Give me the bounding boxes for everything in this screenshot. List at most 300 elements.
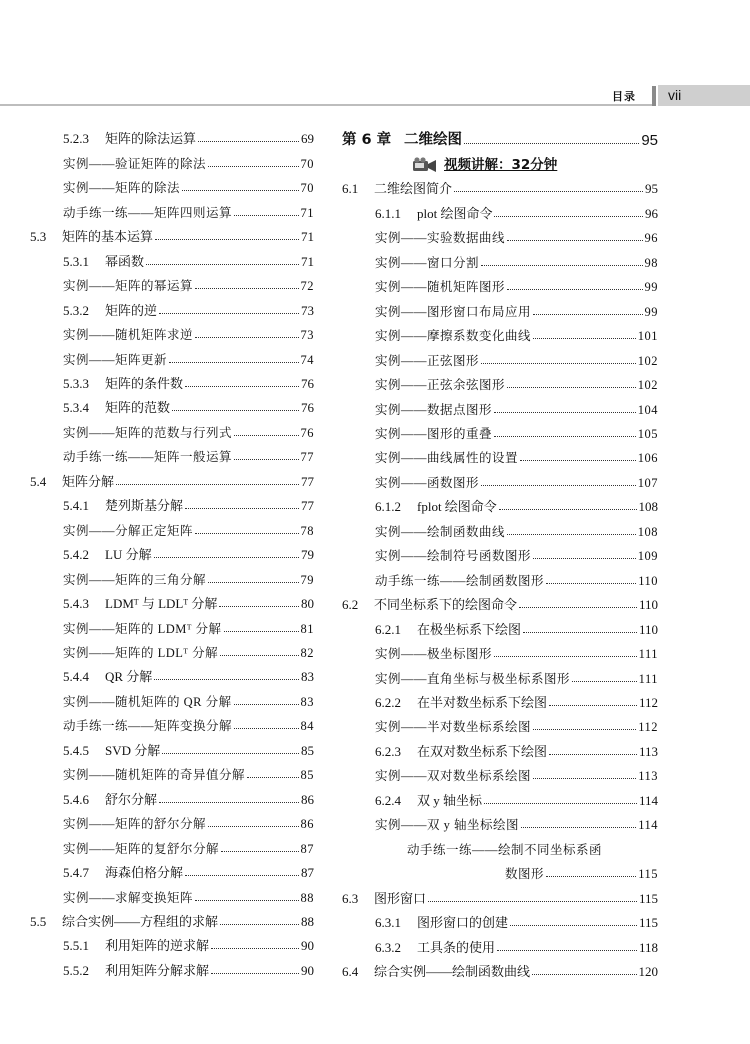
toc-entry-title: QR 分解 (105, 669, 153, 685)
toc-entry-page: 73 (300, 328, 314, 343)
toc-entry[interactable] (342, 809, 658, 833)
toc-entry[interactable] (342, 858, 658, 882)
toc-entry[interactable] (342, 123, 658, 149)
dot-leader (198, 141, 299, 142)
toc-entry-title: 动手练一练——矩阵四则运算 (63, 205, 233, 220)
toc-entry-number: 6.3 (342, 890, 359, 906)
toc-entry[interactable] (342, 149, 658, 173)
toc-entry-page: 114 (638, 792, 658, 808)
toc-entry-title: 海森伯格分解 (105, 865, 184, 881)
toc-entry[interactable] (30, 123, 314, 147)
toc-entry-page: 88 (300, 890, 314, 905)
dot-leader (484, 803, 637, 804)
toc-entry-page: 84 (300, 719, 314, 734)
dot-leader (454, 191, 643, 192)
dot-leader (224, 631, 299, 632)
toc-entry-page: 90 (301, 962, 314, 978)
toc-entry-title: 矩阵的条件数 (105, 375, 184, 391)
toc-entry-page: 104 (637, 402, 658, 417)
toc-entry-number: 5.4.6 (63, 791, 89, 807)
toc-entry[interactable] (342, 271, 658, 295)
toc-entry-title: 实例——绘制函数曲线 (375, 524, 506, 539)
toc-entry-title: 实例——随机矩阵的奇异值分解 (63, 768, 246, 783)
toc-entry-title: 楚列斯基分解 (105, 498, 184, 514)
toc-entry-page: 101 (637, 329, 658, 344)
toc-entry[interactable] (30, 759, 314, 783)
header-label: 目录 (612, 91, 636, 103)
toc-entry-title: 矩阵的基本运算 (62, 229, 154, 245)
dot-leader (549, 705, 637, 706)
toc-entry-title: 实例——直角坐标与极坐标系图形 (375, 671, 571, 686)
toc-entry-number: 5.4.3 (63, 596, 89, 612)
toc-entry[interactable] (30, 514, 314, 538)
toc-entry-page: 74 (300, 352, 314, 367)
toc-entry[interactable] (30, 147, 314, 171)
toc-entry-page: 115 (638, 915, 658, 931)
toc-entry-page: 76 (301, 400, 314, 416)
dot-leader (234, 728, 298, 729)
dot-leader (155, 239, 299, 240)
toc-entry-title: 实例——矩阵的除法 (63, 181, 181, 196)
toc-entry-page: 83 (300, 694, 314, 709)
dot-leader (497, 950, 637, 951)
toc-entry-title: 数图形 (505, 867, 545, 882)
toc-entry[interactable] (342, 784, 658, 808)
toc-entry-title: 实例——验证矩阵的除法 (63, 156, 207, 171)
toc-entry-number: 6.2.2 (375, 694, 401, 710)
dot-leader (219, 606, 299, 607)
toc-entry-page: 95 (645, 181, 658, 197)
toc-entry-number: 5.5.2 (63, 962, 89, 978)
toc-entry-page: 79 (301, 547, 314, 563)
toc-entry-page: 77 (301, 473, 314, 489)
toc-entry[interactable] (30, 637, 314, 661)
toc-entry[interactable] (30, 906, 314, 930)
toc-entry-title: plot 绘图命令 (417, 205, 493, 221)
toc-entry[interactable] (30, 857, 314, 881)
toc-entry-number: 5.4.2 (63, 547, 89, 563)
toc-entry-number: 6.3.1 (375, 915, 401, 931)
toc-entry-number: 6.1.2 (375, 499, 401, 515)
toc-entry-page: 102 (637, 353, 658, 368)
toc-entry[interactable] (30, 441, 314, 465)
toc-entry[interactable] (30, 588, 314, 612)
video-camera-icon (412, 157, 438, 173)
toc-entry-number: 5.3.4 (63, 400, 89, 416)
toc-entry-page: 87 (300, 841, 314, 856)
toc-entry-title: 动手练一练——绘制函数图形 (375, 573, 545, 588)
dot-leader (195, 533, 298, 534)
toc-entry[interactable] (30, 808, 314, 832)
toc-entry-page: 114 (638, 818, 658, 833)
toc-entry-page: 99 (644, 280, 658, 295)
toc-entry-page: 108 (638, 499, 658, 515)
toc-entry[interactable] (342, 222, 658, 246)
toc-entry-page: 110 (638, 573, 658, 588)
toc-entry[interactable] (30, 954, 314, 978)
dot-leader (549, 754, 637, 755)
toc-entry-page: 73 (301, 302, 314, 318)
toc-entry-title: 实例——求解变换矩阵 (63, 890, 194, 905)
toc-entry-title: fplot 绘图命令 (417, 499, 497, 515)
toc-entry[interactable] (30, 343, 314, 367)
toc-entry[interactable] (342, 393, 658, 417)
toc-entry-page: 99 (644, 304, 658, 319)
toc-entry[interactable] (342, 564, 658, 588)
toc-entry-page: 95 (641, 132, 658, 149)
toc-entry-title: 实例——函数图形 (375, 475, 480, 490)
toc-entry[interactable] (30, 734, 314, 758)
dot-leader (481, 363, 636, 364)
dot-leader (247, 777, 298, 778)
dot-leader (494, 656, 637, 657)
toc-entry-number: 5.3.1 (63, 253, 89, 269)
toc-right-column (342, 123, 658, 980)
toc-entry-title: 幂函数 (105, 253, 145, 269)
dot-leader (428, 901, 637, 902)
toc-entry-page: 77 (300, 450, 314, 465)
dot-leader (532, 974, 636, 975)
toc-entry[interactable] (30, 539, 314, 563)
toc-entry-number: 5.3 (30, 229, 47, 245)
dot-leader (146, 264, 299, 265)
toc-entry-page: 88 (301, 913, 314, 929)
toc-entry-number: 5.3.3 (63, 375, 89, 391)
toc-entry[interactable] (342, 735, 658, 759)
dot-leader (521, 827, 636, 828)
toc-entry-title: 双 y 轴坐标 (417, 792, 483, 808)
toc-entry-number: 第 6 章 (342, 132, 392, 148)
toc-entry[interactable] (342, 418, 658, 442)
toc-entry-title: 实例——双 y 轴坐标绘图 (375, 818, 520, 833)
toc-entry-page: 109 (637, 549, 658, 564)
toc-entry-page: 113 (638, 743, 658, 759)
toc-entry-title: 在半对数坐标系下绘图 (417, 694, 548, 710)
toc-entry-title: 实例——矩阵的 LDMᵀ 分解 (63, 621, 222, 636)
dot-leader (208, 166, 298, 167)
toc-entry[interactable] (30, 930, 314, 954)
dot-leader (185, 875, 299, 876)
toc-entry-page: 90 (301, 938, 314, 954)
toc-entry-title: 实例——图形窗口布局应用 (375, 304, 532, 319)
toc-entry-title: 综合实例——方程组的求解 (62, 913, 219, 929)
toc-entry-title: 综合实例——绘制函数曲线 (374, 963, 531, 979)
header-rule (0, 104, 652, 106)
toc-entry[interactable] (342, 711, 658, 735)
dot-leader (220, 924, 299, 925)
toc-entry-page: 85 (300, 768, 314, 783)
dot-leader (162, 753, 299, 754)
toc-entry-page: 80 (301, 596, 314, 612)
toc-entry[interactable] (30, 685, 314, 709)
toc-entry-title: 利用矩阵的逆求解 (105, 938, 210, 954)
toc-entry-title: 工具条的使用 (417, 939, 496, 955)
toc-entry-number: 6.2.3 (375, 743, 401, 759)
toc-entry[interactable] (30, 416, 314, 440)
toc-entry-number: 5.4.5 (63, 742, 89, 758)
toc-entry-page: 70 (300, 181, 314, 196)
toc-entry[interactable] (342, 907, 658, 931)
toc-entry-page: 87 (301, 865, 314, 881)
video-icon-wrap (412, 157, 438, 173)
toc-entry[interactable] (342, 613, 658, 637)
toc-entry-title: LU 分解 (105, 547, 152, 563)
toc-entry-number: 5.5.1 (63, 938, 89, 954)
toc-entry-number: 5.4.4 (63, 669, 89, 685)
toc-entry-page: 86 (300, 817, 314, 832)
dot-leader (159, 313, 299, 314)
toc-entry[interactable] (342, 882, 658, 906)
dot-leader (481, 485, 636, 486)
toc-entry[interactable] (342, 589, 658, 613)
dot-leader (494, 436, 636, 437)
toc-entry[interactable] (30, 368, 314, 392)
toc-entry-number: 5.4.7 (63, 865, 89, 881)
toc-entry-title: 动手练一练——矩阵变换分解 (63, 719, 233, 734)
dot-leader (169, 362, 298, 363)
toc-entry-title: 实例——随机矩阵图形 (375, 280, 506, 295)
toc-entry-page: 98 (644, 255, 658, 270)
toc-entry[interactable] (342, 246, 658, 270)
toc-entry[interactable] (30, 319, 314, 343)
toc-entry[interactable] (30, 392, 314, 416)
dot-leader (510, 925, 637, 926)
toc-entry-page: 71 (301, 253, 314, 269)
toc-entry-title: 实例——矩阵的三角分解 (63, 572, 207, 587)
toc-entry-title: 利用矩阵分解求解 (105, 962, 210, 978)
dot-leader (546, 583, 636, 584)
dot-leader (116, 484, 299, 485)
toc-entry[interactable] (342, 931, 658, 955)
toc-entry-page: 111 (638, 671, 658, 686)
toc-entry-title: 实例——数据点图形 (375, 402, 493, 417)
toc-entry-page: 110 (638, 597, 658, 613)
dot-leader (159, 802, 299, 803)
toc-entry-title: 实例——摩擦系数变化曲线 (375, 329, 532, 344)
toc-entry-title: 实例——矩阵的复舒尔分解 (63, 841, 220, 856)
dot-leader (533, 338, 636, 339)
dot-leader (494, 216, 643, 217)
toc-entry-title: 实例——绘制符号函数图形 (375, 549, 532, 564)
toc-entry-page: 112 (638, 694, 658, 710)
header-separator (652, 86, 656, 106)
toc-entry-title: 矩阵的范数 (105, 400, 171, 416)
toc-entry-page: 96 (644, 231, 658, 246)
toc-entry-page: 108 (637, 524, 658, 539)
toc-entry-page: 77 (301, 498, 314, 514)
toc-entry[interactable] (342, 466, 658, 490)
toc-entry[interactable] (30, 612, 314, 636)
toc-entry-page: 102 (637, 378, 658, 393)
toc-entry-title: 动手练一练——绘制不同坐标系函 (407, 842, 603, 857)
dot-leader (234, 435, 298, 436)
toc-entry-title: 实例——极坐标图形 (375, 647, 493, 662)
dot-leader (533, 558, 636, 559)
toc-entry-title: 矩阵的逆 (105, 302, 158, 318)
toc-entry-page: 115 (638, 890, 658, 906)
dot-leader (507, 387, 636, 388)
toc-entry[interactable] (342, 442, 658, 466)
toc-entry-title: 实例——窗口分割 (375, 255, 480, 270)
toc-entry-title: 实例——矩阵的 LDLᵀ 分解 (63, 645, 219, 660)
dot-leader (572, 681, 637, 682)
toc-entry[interactable] (342, 638, 658, 662)
toc-entry-page: 115 (638, 867, 658, 882)
toc-entry-title: 实例——图形的重叠 (375, 426, 493, 441)
dot-leader (220, 655, 298, 656)
dot-leader (520, 460, 636, 461)
toc-entry-page: 85 (301, 742, 314, 758)
toc-entry[interactable] (30, 563, 314, 587)
toc-entry-title: 实例——随机矩阵的 QR 分解 (63, 694, 232, 709)
toc-entry-number: 5.2.3 (63, 131, 89, 147)
toc-entry-title: SVD 分解 (105, 742, 161, 758)
toc-entry-page: 71 (301, 229, 314, 245)
toc-entry-page: 79 (300, 572, 314, 587)
toc-entry-title: 在极坐标系下绘图 (417, 621, 522, 637)
toc-entry-title: 矩阵分解 (62, 473, 115, 489)
dot-leader (507, 240, 642, 241)
toc-entry-title: 二维绘图 (404, 132, 462, 148)
dot-leader (195, 288, 298, 289)
dot-leader (182, 190, 298, 191)
toc-entry-number: 5.5 (30, 913, 47, 929)
toc-entry-page: 113 (638, 769, 658, 784)
toc-entry[interactable] (342, 173, 658, 197)
toc-entry-title: 实例——正弦余弦图形 (375, 378, 506, 393)
toc-entry-number: 6.1.1 (375, 205, 401, 221)
toc-entry-title: 不同坐标系下的绘图命令 (374, 597, 518, 613)
toc-entry[interactable] (342, 540, 658, 564)
toc-entry-page: 112 (638, 720, 658, 735)
toc-entry-number: 6.2.4 (375, 792, 401, 808)
toc-entry[interactable] (342, 833, 658, 857)
toc-entry[interactable] (30, 196, 314, 220)
toc-entry-title: 动手练一练——矩阵一般运算 (63, 450, 233, 465)
toc-entry-number: 6.1 (342, 181, 359, 197)
toc-entry[interactable] (342, 760, 658, 784)
toc-entry-page: 111 (638, 647, 658, 662)
dot-leader (211, 948, 299, 949)
toc-entry[interactable] (30, 294, 314, 318)
toc-entry-title: 图形窗口的创建 (417, 915, 509, 931)
toc-entry[interactable] (342, 344, 658, 368)
toc-entry[interactable] (30, 832, 314, 856)
toc-entry-number: 5.4.1 (63, 498, 89, 514)
toc-entry[interactable] (30, 490, 314, 514)
toc-entry[interactable] (342, 491, 658, 515)
toc-entry-title: 实例——实验数据曲线 (375, 231, 506, 246)
toc-entry-title: 实例——矩阵的幂运算 (63, 279, 194, 294)
toc-entry[interactable] (30, 172, 314, 196)
toc-entry[interactable] (30, 710, 314, 734)
dot-leader (499, 509, 637, 510)
toc-entry-title: 舒尔分解 (105, 791, 158, 807)
toc-entry-number: 5.3.2 (63, 302, 89, 318)
dot-leader (208, 582, 298, 583)
dot-leader (154, 557, 299, 558)
video-duration-link: 视频讲解：32分钟 (444, 157, 558, 173)
page-number-box (658, 85, 750, 106)
toc-entry[interactable] (342, 662, 658, 686)
toc-entry-page: 106 (637, 451, 658, 466)
toc-entry[interactable] (342, 295, 658, 319)
toc-entry[interactable] (30, 881, 314, 905)
toc-entry-page: 83 (301, 669, 314, 685)
toc-entry[interactable] (342, 515, 658, 539)
page-number: vii (668, 87, 682, 103)
dot-leader (533, 314, 642, 315)
toc-entry-page: 120 (638, 963, 658, 979)
toc-entry-title: 实例——矩阵的舒尔分解 (63, 817, 207, 832)
toc-entry-title: LDMᵀ 与 LDLᵀ 分解 (105, 596, 218, 612)
toc-entry[interactable] (30, 270, 314, 294)
dot-leader (221, 851, 298, 852)
toc-entry-page: 105 (637, 426, 658, 441)
toc-entry[interactable] (30, 221, 314, 245)
toc-left-column (30, 123, 314, 979)
toc-entry-page: 71 (300, 205, 314, 220)
dot-leader (533, 729, 636, 730)
toc-entry-page: 69 (301, 131, 314, 147)
dot-leader (464, 143, 639, 144)
dot-leader (523, 632, 637, 633)
toc-entry[interactable] (30, 245, 314, 269)
toc-entry-page: 86 (301, 791, 314, 807)
toc-entry-page: 81 (300, 621, 314, 636)
dot-leader (234, 704, 299, 705)
toc-entry-page: 110 (638, 621, 658, 637)
toc-entry-number: 6.2 (342, 597, 359, 613)
toc-entry-title: 实例——正弦图形 (375, 353, 480, 368)
dot-leader (507, 534, 636, 535)
toc-entry[interactable] (342, 320, 658, 344)
dot-leader (185, 386, 299, 387)
toc-entry[interactable] (30, 661, 314, 685)
dot-leader (172, 410, 299, 411)
toc-entry-title: 实例——分解正定矩阵 (63, 523, 194, 538)
toc-entry[interactable] (342, 687, 658, 711)
toc-entry-title: 图形窗口 (374, 890, 427, 906)
toc-entry-number: 5.4 (30, 473, 47, 489)
toc-entry-title: 在双对数坐标系下绘图 (417, 743, 548, 759)
toc-entry[interactable] (30, 465, 314, 489)
toc-entry-title: 实例——曲线属性的设置 (375, 451, 519, 466)
toc-entry-title: 二维绘图简介 (374, 181, 453, 197)
dot-leader (481, 265, 642, 266)
toc-entry-title: 实例——随机矩阵求逆 (63, 328, 194, 343)
toc-entry-number: 6.3.2 (375, 939, 401, 955)
dot-leader (195, 900, 298, 901)
toc-entry-number: 6.4 (342, 963, 359, 979)
toc-entry-page: 72 (300, 279, 314, 294)
dot-leader (185, 508, 299, 509)
dot-leader (211, 973, 299, 974)
dot-leader (494, 412, 636, 413)
toc-entry[interactable] (342, 956, 658, 980)
toc-entry-page: 96 (645, 205, 658, 221)
toc-entry[interactable] (342, 369, 658, 393)
toc-entry[interactable] (342, 197, 658, 221)
toc-entry-title: 实例——半对数坐标系绘图 (375, 720, 532, 735)
toc-entry-page: 76 (300, 425, 314, 440)
toc-entry-title: 矩阵的除法运算 (105, 131, 197, 147)
toc-entry-page: 118 (638, 939, 658, 955)
dot-leader (195, 337, 298, 338)
toc-entry-page: 82 (300, 645, 314, 660)
toc-entry[interactable] (30, 783, 314, 807)
toc-entry-page: 70 (300, 156, 314, 171)
